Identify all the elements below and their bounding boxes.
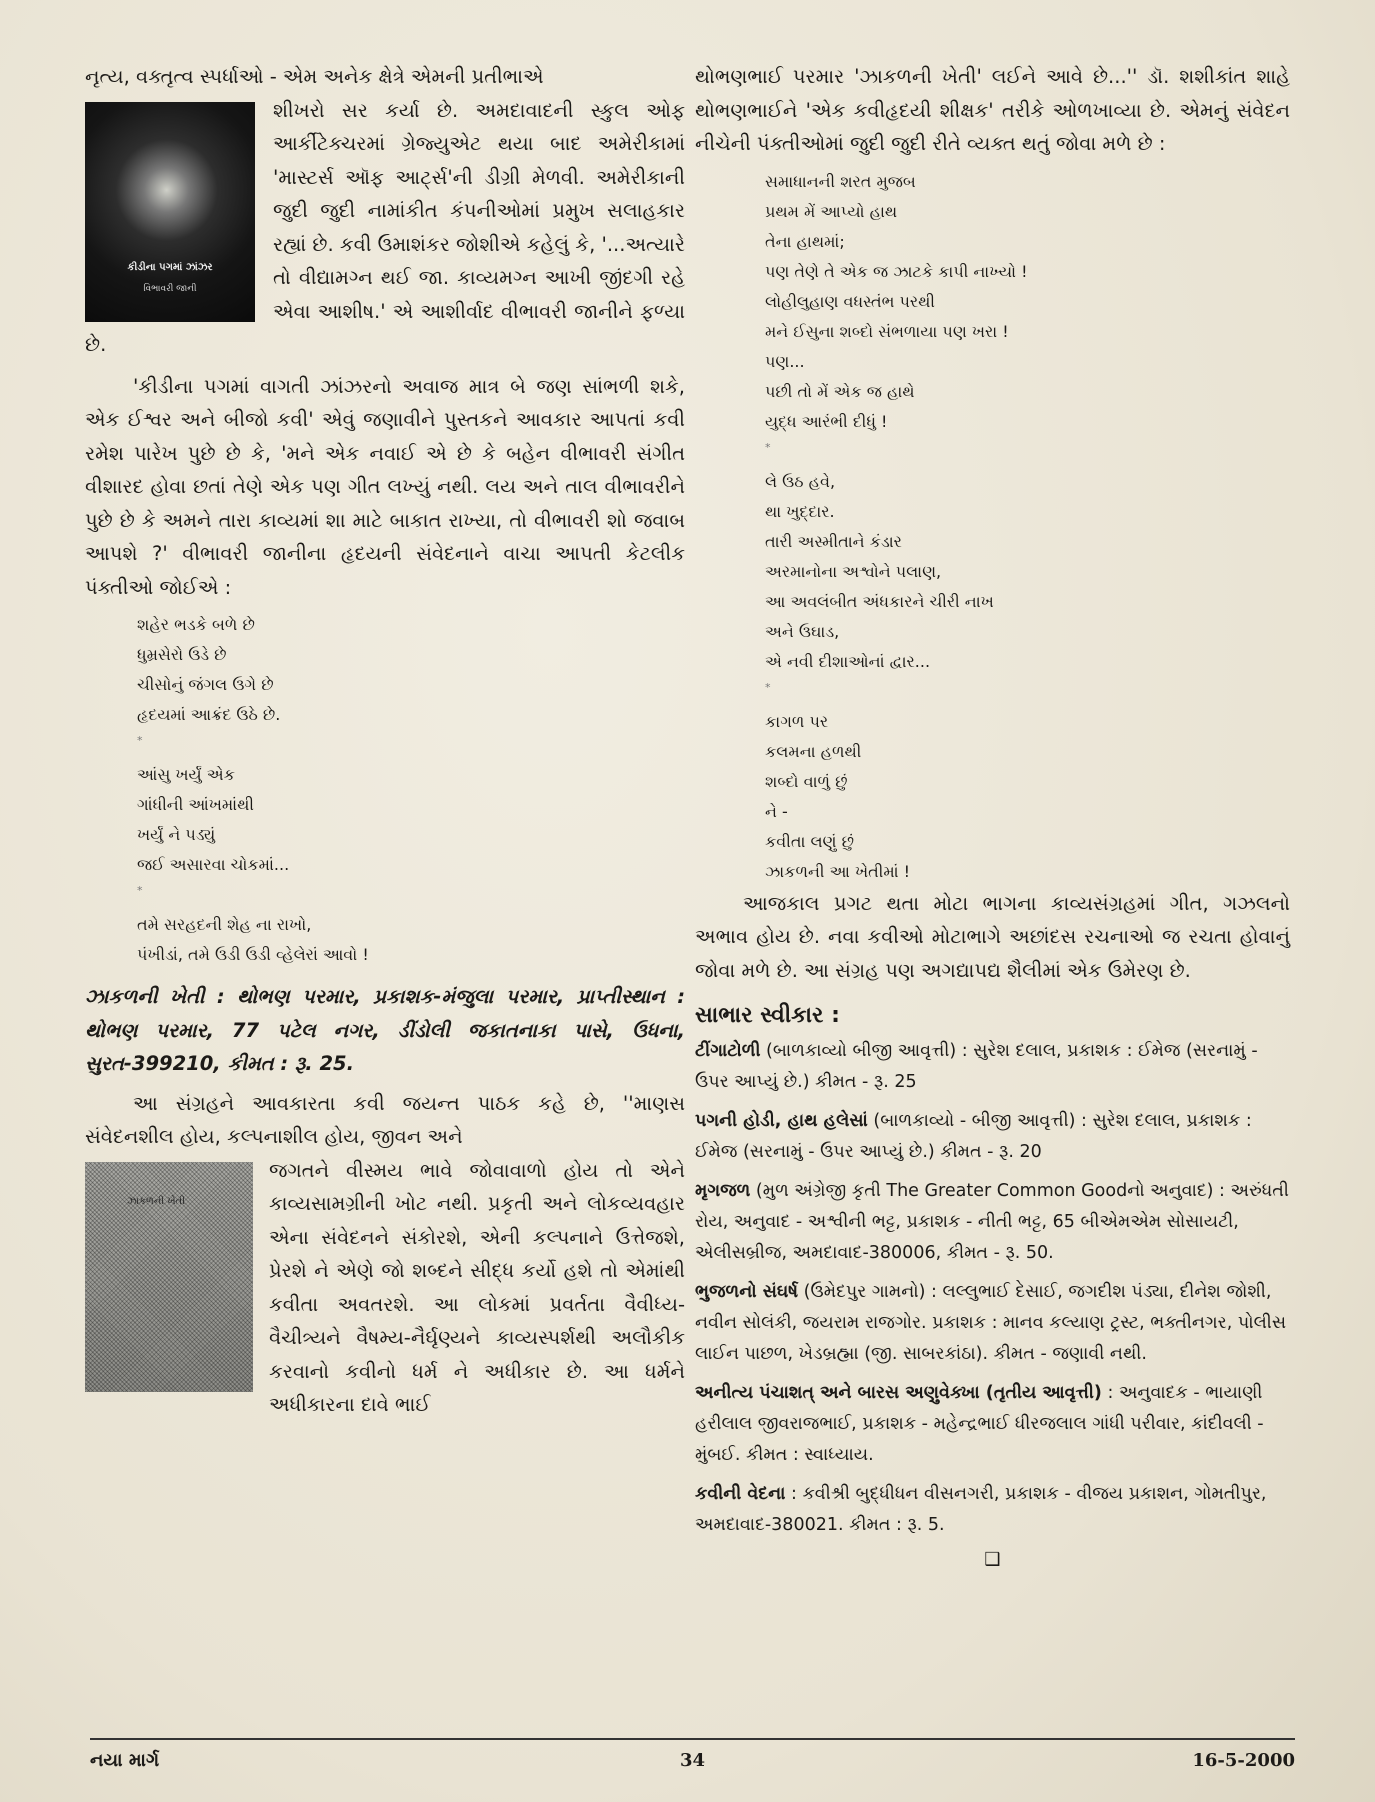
ack-details: (બાળકાવ્યો બીજી આવૃત્તી) : સુરેશ દલાલ, પ્રકાશક : ઈમેજ (સરનામું - ઉપર આપ્યું છે.) કીમત - રૂ. 25	[695, 1041, 1258, 1092]
right-column	[695, 60, 1290, 1570]
book-cover-title: કીડીના પગમાં ઝાંઝર	[127, 261, 213, 273]
page-number: 34	[680, 1750, 706, 1771]
book-cover-title-2: ઝાકળની ખેતી	[127, 1195, 186, 1207]
poem-line: શબ્દો વાળું છું	[765, 771, 848, 791]
paragraph-jayant-pathak-top: આ સંગ્રહને આવકારતા કવી જયન્ત પાઠક કહે છે, ''માણસ સંવેદનશીલ હોય, કલ્પનાશીલ હોય, જીવન અને	[85, 1091, 685, 1148]
poem-line: પંખીડાં, તમે ઉડી ઉડી વ્હેલેરાં આવો !	[137, 945, 369, 964]
ack-details: (ઉમેદપુર ગામનો) : લલ્લુભાઈ દેસાઈ, જગદીશ પંડ્યા, દીનેશ જોશી, નવીન સોલંકી, જયરામ રાજગોર. પ્રકાશક : માનવ કલ્યાણ ટ્રસ્ટ, ભક્તીનગર, પોલીસ લાઈન પાછળ, ખેડબ્રહ્મા (જી. સાબરકાંઠા). કીમત - જણાવી નથી.	[695, 1282, 1286, 1364]
book-cover-image-2	[85, 1162, 253, 1392]
ack-title: પગની હોડી, હાથ હલેસાં	[695, 1111, 868, 1131]
left-column	[85, 60, 685, 1422]
ack-title: ભુજળનો સંઘર્ષ	[695, 1282, 799, 1302]
intro-top-line: નૃત્ય, વક્તૃત્વ સ્પર્ધાઓ - એમ અનેક ક્ષેત્રે એમની પ્રતીભાએ	[85, 65, 544, 88]
poem-line: ને -	[765, 801, 788, 821]
poem-line: એ નવી દીશાઓનાં દ્વાર...	[765, 651, 931, 671]
poem-separator: *	[137, 884, 143, 897]
book-cover-image-1	[85, 102, 255, 322]
ack-title: કવીની વેદના	[695, 1484, 786, 1504]
paragraph-ajkal: આજકાલ પ્રગટ થતા મોટા ભાગના કાવ્યસંગ્રહમાં ગીત, ગઝલનો અભાવ હોય છે. નવા કવીઓ મોટાભાગે અછાંદસ રચનાઓ જ રચતા હોવાનું જોવા મળે છે. આ સંગ્રહ પણ અગદ્યાપદ્ય શૈલીમાં એક ઉમેરણ છે.	[695, 891, 1290, 982]
poem-line: પણ...	[765, 351, 805, 371]
end-of-article-icon: ❑	[984, 1549, 1001, 1570]
poem-line: અરમાનોના અશ્વોને પલાણ,	[765, 561, 942, 581]
issue-date: 16-5-2000	[1192, 1750, 1295, 1771]
paragraph-thobhanbhai: થોભણભાઈ પરમાર 'ઝાકળની ખેતી' લઈને આવે છે...'' ડૉ. શશીકાંત શાહે થોભણભાઈને 'એક કવીહૃદયી શીક્ષક' તરીકે ઓળખાવ્યા છે. એમનું સંવેદન નીચેની પંક્તીઓમાં જુદી જુદી રીતે વ્યક્ત થતું જોવા મળે છે :	[695, 65, 1290, 155]
poem-line: પછી તો મેં એક જ હાથે	[765, 381, 915, 401]
poem-line: મને ઈસુના શબ્દો સંભળાયા પણ ખરા !	[765, 321, 1009, 341]
poem-line: તમે સરહદની શેહ ના રાખો,	[137, 915, 312, 934]
ack-details: : કવીશ્રી બુદ્ધીધન વીસનગરી, પ્રકાશક - વીજય પ્રકાશન, ગોમતીપુર, અમદાવાદ-380021. કીમત : રૂ. 5.	[695, 1484, 1267, 1535]
paragraph-kidina-pag: 'કીડીના પગમાં વાગતી ઝાંઝરનો અવાજ માત્ર બે જણ સાંભળી શકે, એક ઈશ્વર અને બીજો કવી' એવું જણાવીને પુસ્તકને આવકાર આપતાં કવી રમેશ પારેખ પુછે છે કે, 'મને એક નવાઈ એ છે કે બહેન વીભાવરી સંગીત વીશારદ હોવા છતાં તેણે એક પણ ગીત લખ્યું નથી. લય અને તાલ વીભાવરીને પુછે છે કે અમને તારા કાવ્યમાં શા માટે બાકાત રાખ્યા, તો વીભાવરી શો જવાબ આપશે ?' વીભાવરી જાનીના હૃદયની સંવેદનાને વાચા આપતી કેટલીક પંક્તીઓ જોઈએ :	[85, 374, 685, 599]
ack-item	[695, 1106, 1290, 1168]
ack-details: (મુળ અંગ્રેજી કૃતી The Greater Common Goodનો અનુવાદ) : અરુંધતી રોય, અનુવાદ - અશ્વીની ભટ્ટ, પ્રકાશક - નીતી ભટ્ટ, 65 બીએમએમ સોસાયટી, એલીસબ્રીજ, અમદાવાદ-380006, કીમત - રૂ. 50.	[695, 1181, 1289, 1263]
ack-item	[695, 1036, 1290, 1098]
acknowledgement-list	[695, 1036, 1290, 1541]
poem-line: તેના હાથમાં;	[765, 231, 845, 251]
poem-line: અને ઉઘાડ,	[765, 621, 840, 641]
poem-line: શહેર ભડકે બળે છે	[137, 615, 255, 634]
book-cover-author: વિભાવરી જાની	[143, 283, 197, 294]
ack-title: મૃગજળ	[695, 1181, 751, 1201]
poem-line: ચીસોનું જંગલ ઉગે છે	[137, 675, 274, 694]
ack-item	[695, 1378, 1290, 1471]
ack-details: (બાળકાવ્યો - બીજી આવૃત્તી) : સુરેશ દલાલ, પ્રકાશક : ઈમેજ (સરનામું - ઉપર આપ્યું છે.) કીમત - રૂ. 20	[695, 1111, 1252, 1162]
poem-separator: *	[765, 680, 771, 694]
poem-block-1	[137, 610, 685, 970]
ack-item	[695, 1176, 1290, 1269]
poem-separator: *	[765, 440, 771, 454]
poem-line: ખર્યું ને પડ્યું	[137, 825, 216, 844]
poem-line: પ્રથમ મેં આપ્યો હાથ	[765, 201, 898, 221]
ack-item	[695, 1479, 1290, 1541]
magazine-name: નયા માર્ગ	[90, 1750, 160, 1771]
book-info-zakalni-kheti: ઝાકળની ખેતી : થોભણ પરમાર, પ્રકાશક-મંજુલા પરમાર, પ્રાપ્તીસ્થાન : થોભણ પરમાર, 77 પટેલ નગર, ડીંડોલી જકાતનાકા પાસે, ઉધના, સુરત-399210, કીમત : રૂ. 25.	[85, 985, 685, 1075]
poem-line: આંસુ ખર્યું એક	[137, 765, 235, 784]
poem-line: ધુમ્રસેરો ઉડે છે	[137, 645, 227, 664]
poem-line: થા ખુદ્દાર.	[765, 501, 835, 521]
poem-line: સમાધાનની શરત મુજબ	[765, 171, 916, 191]
poem-line: ગાંધીની આંખમાંથી	[137, 795, 254, 814]
poem-line: યુદ્ધ આરંભી દીધું !	[765, 411, 888, 431]
ack-title: અનીત્ય પંચાશત્ અને બારસ અણુવેક્ખા (તૃતીય આવૃત્તી)	[695, 1383, 1102, 1403]
ack-details: : અનુવાદક - ભાયાણી હરીલાલ જીવરાજભાઈ, પ્રકાશક - મહેન્દ્રભાઈ ધીરજલાલ ગાંધી પરીવાર, કાંદીવલી - મુંબઈ. કીમત : સ્વાધ્યાય.	[695, 1383, 1264, 1465]
poem-block-2	[765, 167, 1290, 887]
section-title-acknowledgement: સાભાર સ્વીકાર :	[695, 1003, 840, 1028]
poem-line: કવીતા લણું છું	[765, 831, 854, 851]
poem-separator: *	[137, 734, 143, 747]
poem-line: જઈ અસારવા ચોકમાં...	[137, 855, 290, 874]
poem-line: ઝાકળની આ ખેતીમાં !	[765, 861, 911, 881]
poem-line: કલમના હળથી	[765, 741, 862, 761]
poem-line: લે ઉઠ હવે,	[765, 471, 836, 491]
ack-item	[695, 1277, 1290, 1370]
poem-line: કાગળ પર	[765, 711, 829, 731]
poem-line: તારી અસ્મીતાને કંડાર	[765, 531, 902, 551]
poem-line: હૃદયમાં આક્રંદ ઉઠે છે.	[137, 705, 281, 724]
poem-line: લોહીલુહાણ વધસ્તંભ પરથી	[765, 291, 935, 311]
page-footer	[90, 1738, 1295, 1780]
poem-line: પણ તેણે તે એક જ ઝાટકે કાપી નાખ્યો !	[765, 261, 1028, 281]
poem-line: આ અવલંબીત અંધકારને ચીરી નાખ	[765, 591, 994, 611]
ack-title: ટીંગાટોળી	[695, 1041, 761, 1061]
intro-paragraph: શીખરો સર કર્યા છે. અમદાવાદની સ્કુલ ઓફ આર્કીટેક્ચરમાં ગ્રેજ્યુએટ થયા બાદ અમેરીકામાં 'માસ્ટર્સ ઑફ આર્ટ્સ'ની ડીગ્રી મેળવી. અમેરીકાની જુદી જુદી નામાંકીત કંપનીઓમાં પ્રમુખ સલાહકાર રહ્યાં છે. કવી ઉમાશંકર જોશીએ કહેલું કે, '...અત્યારે તો વીદ્યામગ્ન થઈ જા. કાવ્યમગ્ન આખી જીંદગી રહે એવા આશીષ.' એ આશીર્વાદ વીભાવરી જાનીને ફળ્યા છે.	[85, 98, 685, 356]
paragraph-jayant-pathak-body: જગતને વીસ્મય ભાવે જોવાવાળો હોય તો એને કાવ્યસામગ્રીની ખોટ નથી. પ્રકૃતી અને લોકવ્યવહાર એના સંવેદનને સંકોરશે, એની કલ્પનાને ઉત્તેજશે, પ્રેરશે ને એણે જો શબ્દને સીદ્ધ કર્યો હશે તો એમાંથી કવીતા અવતરશે. આ લોકમાં પ્રવર્તતા વૈવીધ્ય-વૈચીત્ર્યને વૈષમ્ય-નૈર્ઘૃણ્યને કાવ્યસ્પર્શથી અલૌકીક કરવાનો કવીનો ધર્મ ને અધીકાર છે. આ ધર્મને અધીકારના દાવે ભાઈ	[269, 1158, 685, 1416]
